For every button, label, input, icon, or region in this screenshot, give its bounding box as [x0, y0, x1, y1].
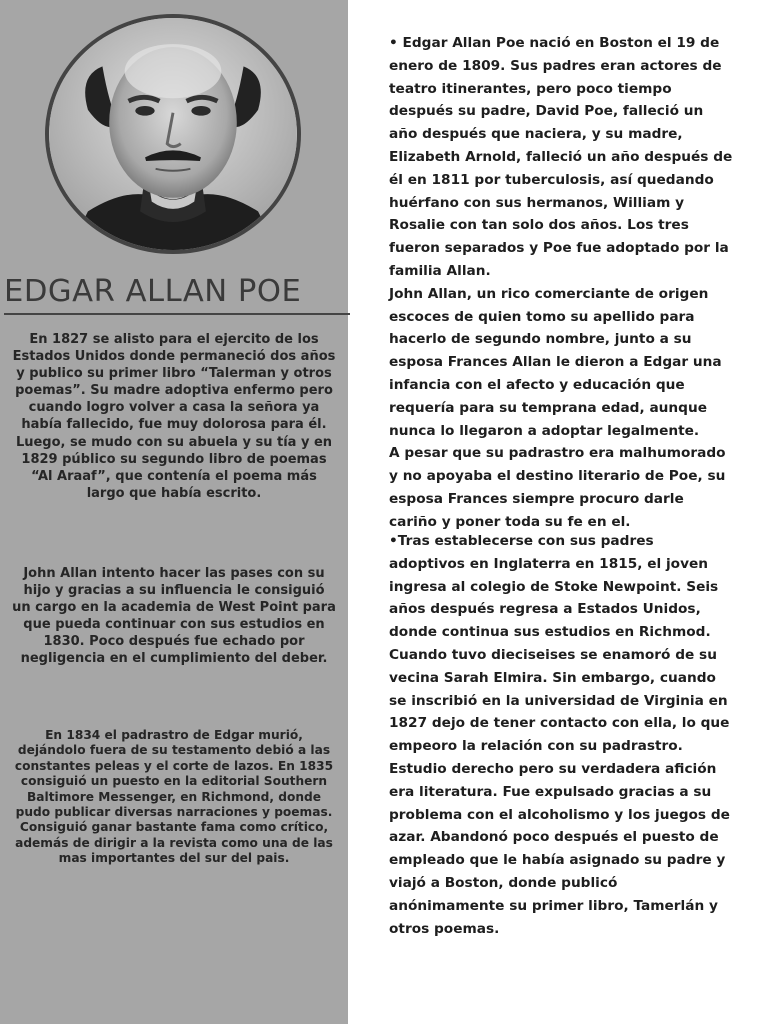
right-paragraph-1c: A pesar que su padrastro era malhumorado y no apoyaba el destino literario de Poe, su esposa Frances siempre procuro darle cariño y poner toda su fe en el.: [389, 445, 726, 530]
left-paragraph-1: En 1827 se alisto para el ejercito de los Estados Unidos donde permaneció dos años y publico su primer libro “Talerman y otros poemas”. Su madre adoptiva enfermo pero cuando logro volver a casa la señora ya había fallecido, fue muy dolorosa para él. Luego, se mudo con su abuela y su tía y en 1829 público su segundo libro de poemas “Al Araaf”, que contenía el poema más largo que había escrito.: [12, 332, 336, 501]
portrait-photo: [45, 14, 301, 254]
left-paragraph-2: John Allan intento hacer las pases con su hijo y gracias a su influencia le consiguió un cargo en la academia de West Point para que pueda continuar con sus estudios en 1830. Poco después fue echado por negligencia en el cumplimiento del deber.: [12, 566, 336, 667]
right-paragraph-1a: • Edgar Allan Poe nació en Boston el 19 de enero de 1809. Sus padres eran actores de teatro itinerantes, pero poco tiempo después su padre, David Poe, falleció un año después que naciera, y su madre, Elizabeth Arnold, falleció un año después de él en 1811 por tuberculosis, así quedando huérfano con sus hermanos, William y Rosalie con tan solo dos años. Los tres fueron separados y Poe fue adoptado por la familia Allan.: [389, 35, 733, 279]
left-paragraph-3: En 1834 el padrastro de Edgar murió, dejándolo fuera de su testamento debió a las constantes peleas y el corte de lazos. En 1835 consiguió un puesto en la editorial Southern Baltimore Messenger, en Richmond, donde pudo publicar diversas narraciones y poemas. Consiguió ganar bastante fama como crítico, además de dirigir a la revista como una de las mas importantes del sur del pais.: [14, 728, 334, 866]
portrait-icon: [49, 18, 297, 250]
left-column: [0, 0, 348, 1024]
title-divider: [4, 313, 350, 315]
right-paragraph-1: [389, 32, 734, 534]
right-paragraph-2: •Tras establecerse con sus padres adoptivos en Inglaterra en 1815, el joven ingresa al colegio de Stoke Newpoint. Seis años después regresa a Estados Unidos, donde continua sus estudios en Richmod. Cuando tuvo dieciseises se enamoró de su vecina Sarah Elmira. Sin embargo, cuando se inscribió en la universidad de Virginia en 1827 dejo de tener contacto con ella, lo que empeoro la relación con su padrastro. Estudio derecho pero su verdadera afición era literatura. Fue expulsado gracias a su problema con el alcoholismo y los juegos de azar. Abandonó poco después el puesto de empleado que le había asignado su padre y viajó a Boston, donde publicó anónimamente su primer libro, Tamerlán y otros poemas.: [389, 533, 730, 937]
page-title: EDGAR ALLAN POE: [4, 274, 302, 309]
right-paragraph-1b: John Allan, un rico comerciante de origen escoces de quien tomo su apellido para hacerlo de segundo nombre, junto a su esposa Frances Allan le dieron a Edgar una infancia con el afecto y educación que requería para su temprana edad, aunque nunca lo llegaron a adoptar legalmente.: [389, 285, 722, 439]
